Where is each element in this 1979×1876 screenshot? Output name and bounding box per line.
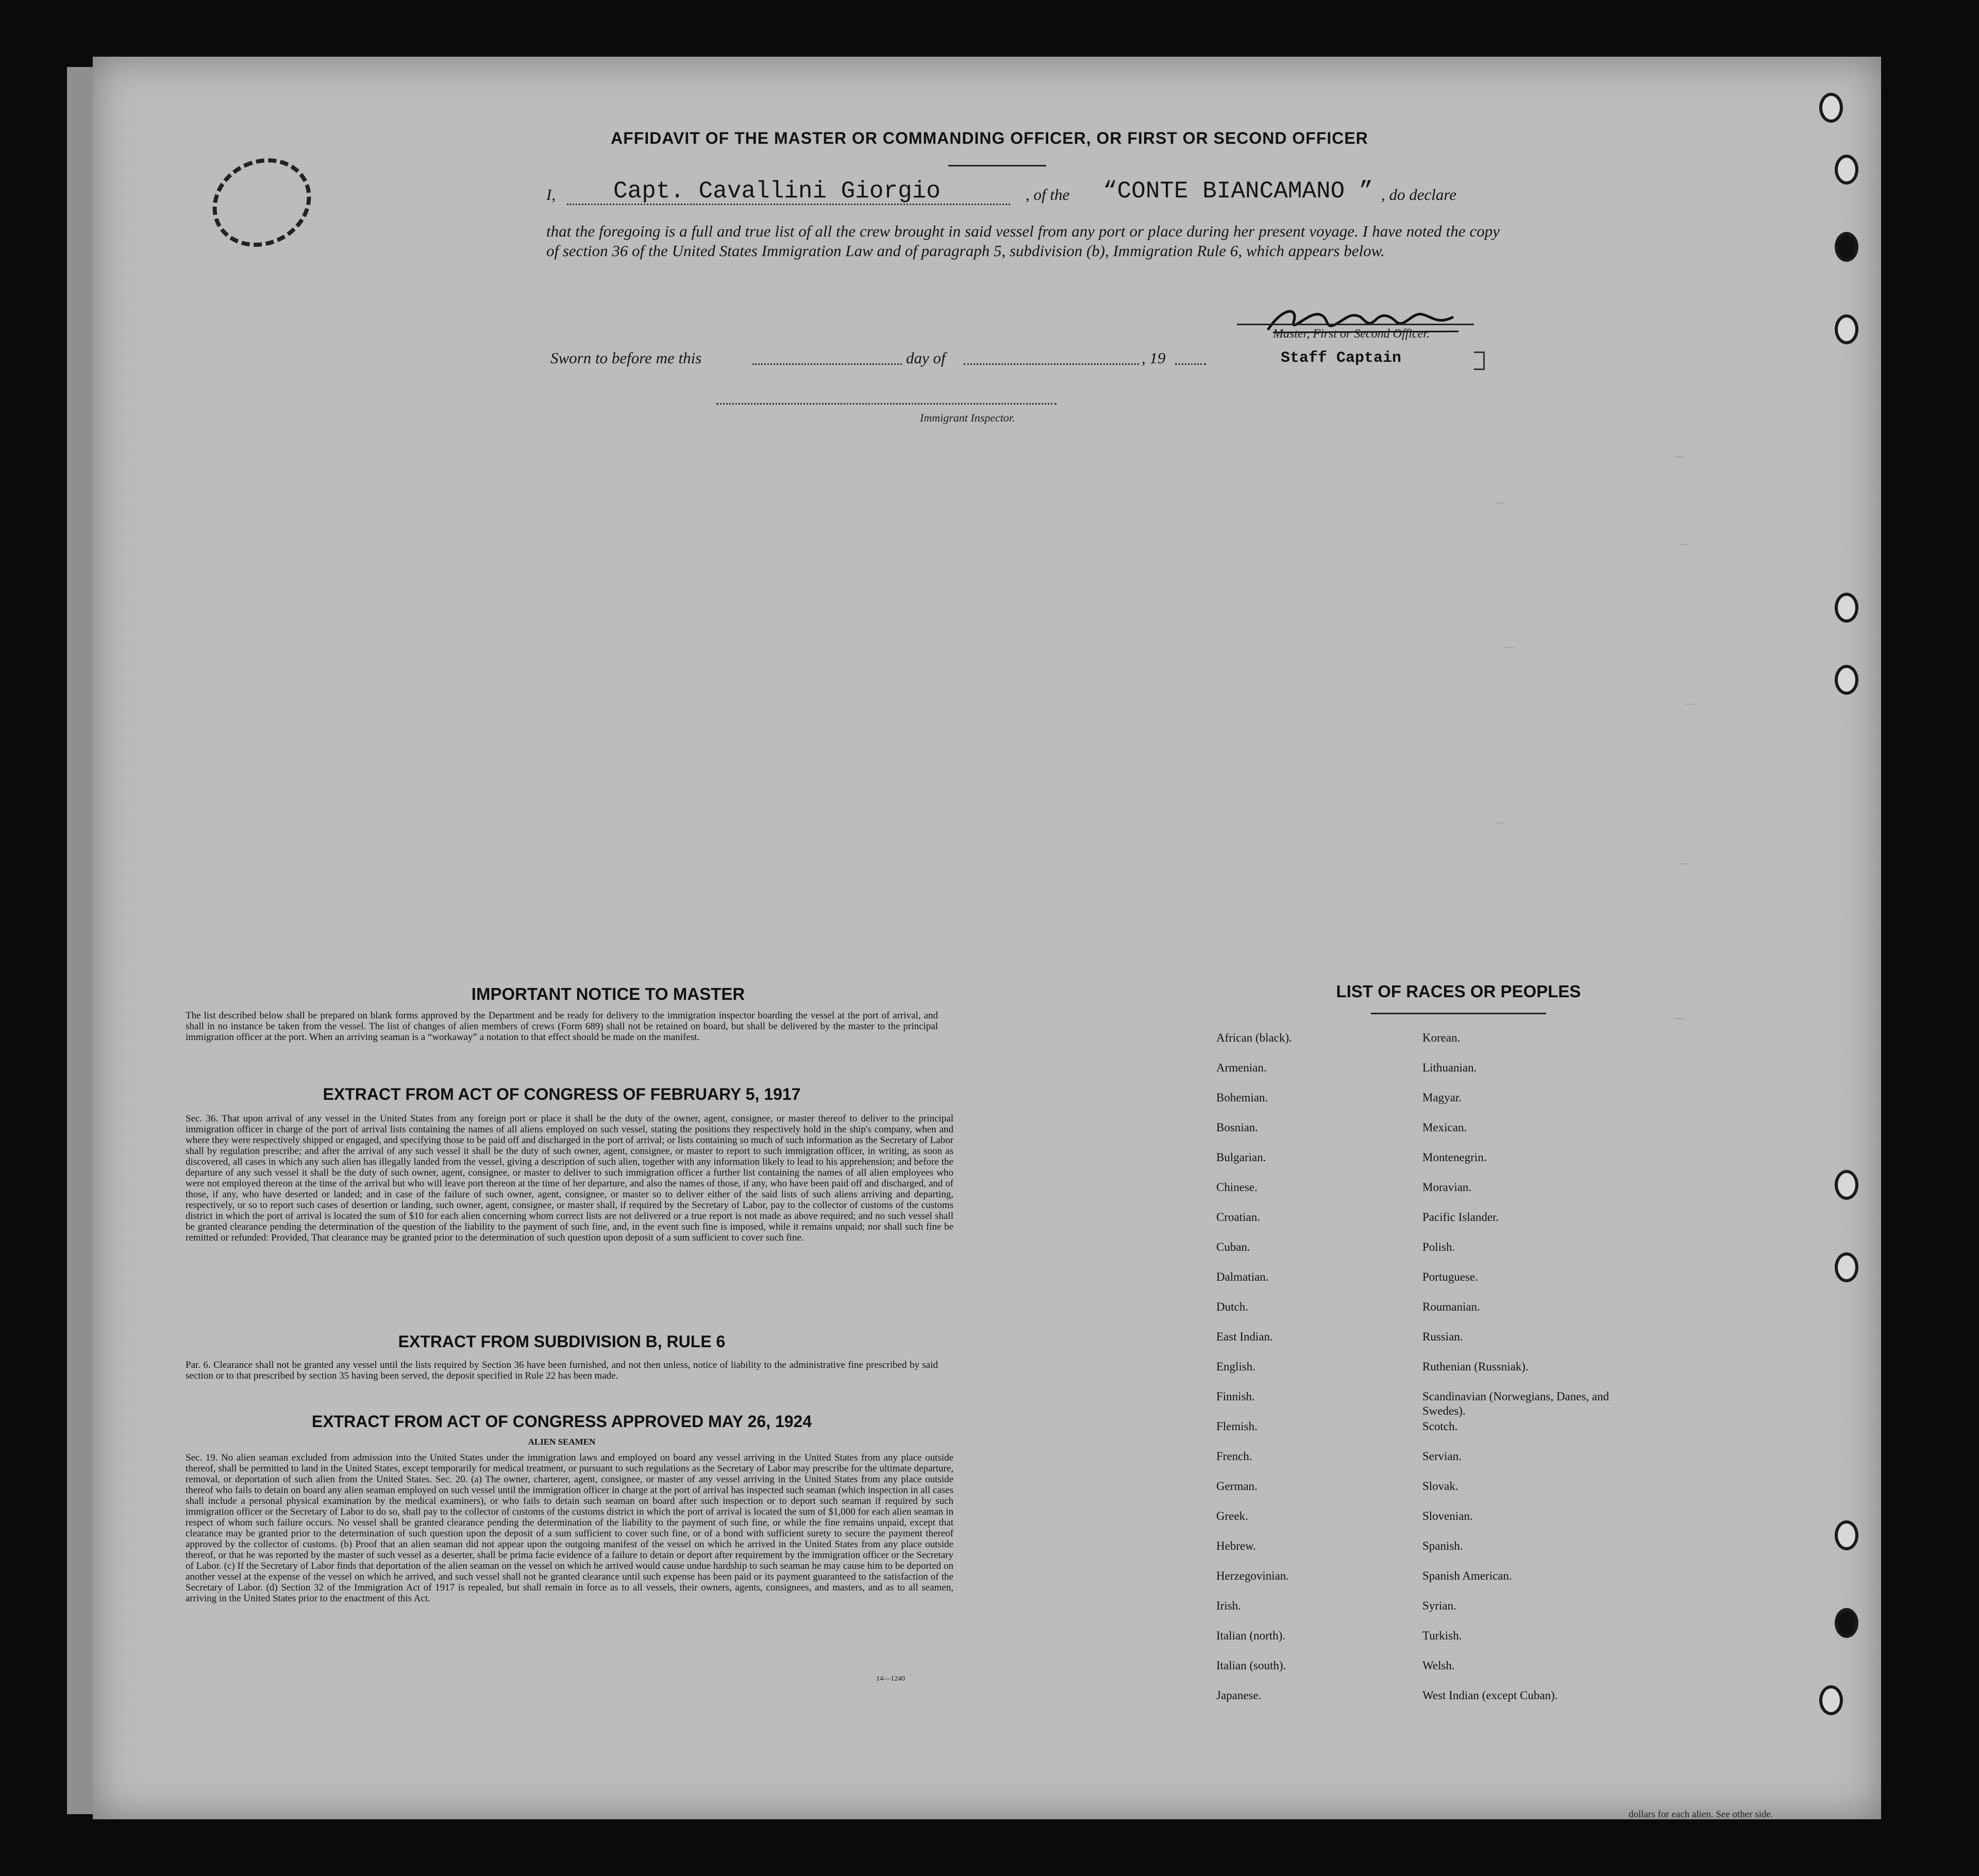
race-item: Flemish. <box>1216 1420 1257 1433</box>
race-item: Polish. <box>1422 1241 1455 1253</box>
inspector-signature-line <box>716 403 1056 405</box>
race-item: East Indian. <box>1216 1330 1273 1343</box>
vessel-name: “CONTE BIANCAMANO ” <box>1103 178 1373 205</box>
race-item: Spanish. <box>1422 1539 1463 1552</box>
race-item: Armenian. <box>1216 1061 1267 1074</box>
punch-hole <box>1819 1685 1843 1715</box>
notice-text: The list described below shall be prepared on blank forms approved by the Department and be ready for delivery to the immigration inspector boarding the vessel at the port of arrival, and shall in no instance be taken from the vessel. The list of changes of alien members of crews (Form 689) shall not be retained on board, but shall be delivered by the master to the principal immigration officer at the port. When an arriving seaman is a “workaway” a notation to that effect should be made on the manifest. <box>186 1010 938 1043</box>
extract-1924-text: Sec. 19. No alien seaman excluded from admission into the United States under the immigration laws and employed on board any vessel arriving in the United States from any place outside thereof, shall be permitted to land in the United States, except temporarily for medical treatment, or pursuant to such regulations as the Secretary of Labor may prescribe for the ultimate departure, removal, or deportation of such alien from the United States. Sec. 20. (a) The owner, charterer, agent, consignee, or master of any vessel arriving in the United States from any place outside thereof who fails to detain on board any alien seaman employed on such vessel until the immigration officer in charge at the port of arrival has inspected such seaman (which inspection in all cases shall include a personal physical examination by the medical examiners), or who fails to detain such seaman on board after such inspection or to deport such seaman if required by such immigration officer or the Secretary of Labor to do so, shall pay to the collector of customs of the customs district in which the port of arrival is located the sum of $1,000 for each alien seaman in respect of whom such failure occurs. No vessel shall be granted clearance pending the determination of the liability to the payment of such fine, or while the fine remains unpaid, except that clearance may be granted prior to the determination of such question upon the deposit of a sum sufficient to cover such fine, or of a bond with sufficient surety to secure the payment thereof approved by the collector of customs. (b) Proof that an alien seaman did not appear upon the outgoing manifest of the vessel on which he arrived in the United States from any place outside thereof, or that he was reported by the master of such vessel as a deserter, shall be prima facie evidence of a failure to detain or deport after requirement by the immigration officer or the Secretary of Labor. (c) If the Secretary of Labor finds that deportation of the alien seaman on the vessel on which he arrived would cause undue hardship to such seaman he may cause him to be deported on another vessel at the expense of the vessel on which he arrived, and such vessel shall not be granted clearance until such expense has been paid or its payment guaranteed to the satisfaction of the Secretary of Labor. (d) Section 32 of the Immigration Act of 1917 is repealed, but shall remain in force as to all vessels, their owners, agents, consignees, and masters, and as to all seamen, arriving in the United States prior to the enactment of this Act. <box>186 1452 953 1604</box>
sworn-year-line <box>1175 363 1206 365</box>
affidavit-body: that the foregoing is a full and true list of all the crew brought in said vessel from any port or place during her present voyage. I have noted the copy of section 36 of the United States Immigration Law and of paragraph 5, subdivision (b), Immigration Rule 6, which appears below. <box>546 222 1500 260</box>
year-label: , 19 <box>1142 349 1166 367</box>
form-number: 14—1240 <box>876 1675 905 1683</box>
race-item: Scotch. <box>1422 1420 1458 1433</box>
binding-edge <box>67 67 93 1814</box>
punch-hole <box>1835 232 1858 262</box>
punch-hole <box>1835 155 1858 185</box>
race-item: Ruthenian (Russniak). <box>1422 1360 1529 1373</box>
race-item: Mexican. <box>1422 1121 1467 1134</box>
race-item: Turkish. <box>1422 1629 1462 1642</box>
race-item: Italian (north). <box>1216 1629 1286 1642</box>
race-item: Servian. <box>1422 1450 1462 1463</box>
notice-heading: IMPORTANT NOTICE TO MASTER <box>471 984 745 1003</box>
race-item: Dalmatian. <box>1216 1270 1269 1283</box>
day-of-label: day of <box>906 349 946 367</box>
signature-caption: Master, First or Second Officer. <box>1273 327 1430 341</box>
race-item: Croatian. <box>1216 1211 1260 1224</box>
race-item: Korean. <box>1422 1031 1461 1044</box>
races-heading: LIST OF RACES OR PEOPLES <box>1336 982 1581 1001</box>
sworn-label: Sworn to before me this <box>550 349 702 367</box>
races-heading-rule <box>1371 1013 1546 1014</box>
race-item: Welsh. <box>1422 1659 1455 1672</box>
race-item: Roumanian. <box>1422 1300 1480 1313</box>
race-item: Montenegrin. <box>1422 1151 1487 1164</box>
officer-name: Capt. Cavallini Giorgio <box>613 178 941 205</box>
race-item: Chinese. <box>1216 1181 1257 1194</box>
extract-1924-subheading: ALIEN SEAMEN <box>528 1437 596 1447</box>
races-column-1 <box>1216 1031 1412 1718</box>
race-item: Spanish American. <box>1422 1569 1512 1582</box>
race-item: Dutch. <box>1216 1300 1248 1313</box>
signature-line <box>1237 324 1474 325</box>
race-item: Slovak. <box>1422 1480 1458 1493</box>
race-item: Italian (south). <box>1216 1659 1286 1672</box>
punch-hole <box>1835 1520 1858 1550</box>
race-item: Greek. <box>1216 1510 1248 1522</box>
inspector-label: Immigrant Inspector. <box>920 411 1015 424</box>
race-item: Cuban. <box>1216 1241 1250 1253</box>
extract-rule6-text: Par. 6. Clearance shall not be granted any vessel until the lists required by Section 36 have been furnished, and not then unless, notice of liability to the administrative fine prescribed by said section or to that prescribed by section 35 having been served, the deposit specified in Rule 22 has been made. <box>186 1360 938 1381</box>
race-item: Magyar. <box>1422 1091 1462 1104</box>
race-item: Irish. <box>1216 1599 1241 1612</box>
races-column-2 <box>1422 1031 1629 1718</box>
title-underline <box>948 165 1046 166</box>
of-the-label: , of the <box>1026 186 1070 204</box>
race-item: Russian. <box>1422 1330 1463 1343</box>
race-item: English. <box>1216 1360 1256 1373</box>
punch-hole <box>1835 1608 1858 1638</box>
race-item: Bulgarian. <box>1216 1151 1266 1164</box>
i-label: I, <box>546 186 556 204</box>
footer-note: dollars for each alien. See other side. <box>1629 1809 1773 1820</box>
race-item: Syrian. <box>1422 1599 1456 1612</box>
race-item: French. <box>1216 1450 1252 1463</box>
punch-hole <box>1835 314 1858 344</box>
race-item: Herzegovinian. <box>1216 1569 1289 1582</box>
race-item: Lithuanian. <box>1422 1061 1477 1074</box>
race-item: Hebrew. <box>1216 1539 1256 1552</box>
sworn-month-line <box>964 363 1139 365</box>
race-item: West Indian (except Cuban). <box>1422 1689 1558 1702</box>
punch-hole <box>1835 593 1858 623</box>
race-item: Pacific Islander. <box>1422 1211 1499 1224</box>
declare-label: , do declare <box>1381 186 1457 204</box>
sworn-day-line <box>752 363 902 365</box>
extract-1917-text: Sec. 36. That upon arrival of any vessel in the United States from any foreign port or place it shall be the duty of the owner, agent, consignee, or master thereof to deliver to the principal immigration officer in charge of the port of arrival lists containing the names of all aliens employed on such vessel, stating the positions they respectively hold in the ship's company, when and where they were respectively shipped or engaged, and specifying those to be paid off and discharged in the port of arrival; or lists containing so much of such information as the Secretary of Labor shall by regulation prescribe; and after the arrival of any such vessel it shall be the duty of such owner, agent, consignee, or master to report to such immigration officer, in writing, as soon as discovered, all cases in which any such alien has illegally landed from the vessel, giving a description of such alien, together with any information likely to lead to his apprehension; and before the departure of any such vessel it shall be the duty of such owner, agent, consignee, or master to deliver to such immigration officer a further list containing the names of all alien employees who were not employed thereon at the time of the arrival but who will leave port thereon at the time of her departure, and also the names of those, if any, who have been paid off and discharged, and of those, if any, who have deserted or landed; and in case of the failure of such owner, agent, consignee, or master so to deliver either of the said lists of such aliens arriving and departing, respectively, or so to report such cases of desertion or landing, such owner, agent, consignee, or master shall, if required by the Secretary of Labor, pay to the collector of customs of the customs district in which the port of arrival is located the sum of $10 for each alien concerning whom correct lists are not delivered or a true report is not made as above required; and no such vessel shall be granted clearance pending the determination of the question of the liability to the payment of such fine, and, in the event such fine is imposed, while it remains unpaid; nor shall such fine be remitted or refunded: Provided, That clearance may be granted prior to the determination of such question upon deposit of a sum sufficient to cover such fine. <box>186 1113 953 1243</box>
race-item: African (black). <box>1216 1031 1292 1044</box>
race-item: Bosnian. <box>1216 1121 1259 1134</box>
extract-1924-heading: EXTRACT FROM ACT OF CONGRESS APPROVED MAY 26, 1924 <box>311 1412 812 1431</box>
race-item: Portuguese. <box>1422 1270 1478 1283</box>
extract-1917-heading: EXTRACT FROM ACT OF CONGRESS OF FEBRUARY 5, 1917 <box>323 1085 801 1103</box>
race-item: Finnish. <box>1216 1390 1255 1403</box>
punch-hole <box>1835 665 1858 695</box>
race-item: German. <box>1216 1480 1257 1493</box>
race-item: Moravian. <box>1422 1181 1472 1194</box>
staff-captain-stamp: Staff Captain <box>1281 349 1402 367</box>
punch-hole <box>1835 1252 1858 1282</box>
punch-hole <box>1835 1170 1858 1200</box>
race-item: Slovenian. <box>1422 1510 1473 1522</box>
punch-hole <box>1819 93 1843 123</box>
race-item: Japanese. <box>1216 1689 1262 1702</box>
race-item: Scandinavian (Norwegians, Danes, and Swedes). <box>1422 1390 1609 1417</box>
stamp-bracket <box>1474 351 1485 370</box>
race-item: Bohemian. <box>1216 1091 1268 1104</box>
extract-rule6-heading: EXTRACT FROM SUBDIVISION B, RULE 6 <box>398 1332 726 1351</box>
affidavit-title: AFFIDAVIT OF THE MASTER OR COMMANDING OFFICER, OR FIRST OR SECOND OFFICER <box>611 129 1368 147</box>
